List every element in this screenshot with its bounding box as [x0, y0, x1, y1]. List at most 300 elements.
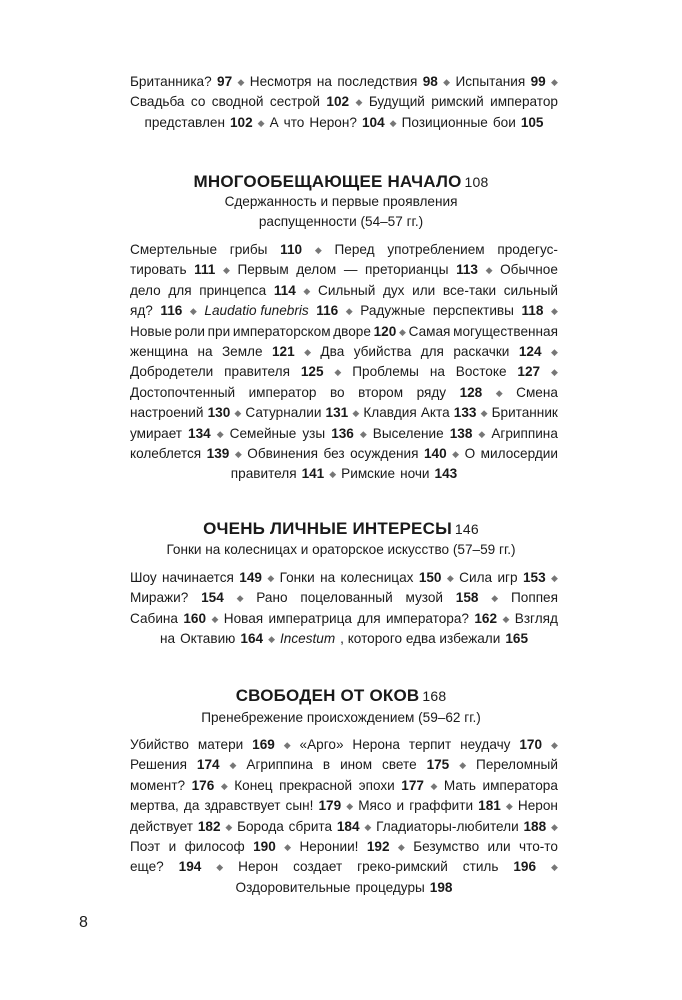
toc-line — [130, 796, 558, 816]
separator-diamond-icon: ◆ — [284, 841, 292, 852]
entry-word: ряду — [416, 384, 447, 400]
entry-word: Конец — [234, 777, 273, 793]
entry-word: римский — [431, 94, 484, 110]
entry-word: для — [357, 610, 381, 626]
entry-word: Выселение — [372, 425, 444, 441]
entry-page-number: 133 — [453, 405, 477, 421]
toc-line — [130, 403, 558, 423]
entry-page-number: 182 — [197, 818, 221, 834]
entry-word: Агриппина — [491, 425, 558, 441]
toc-line — [130, 588, 558, 608]
toc-line — [130, 755, 558, 775]
entry-page-number: 98 — [422, 74, 438, 89]
entry-word: Смертельные — [130, 242, 218, 257]
entry-word: что — [283, 114, 305, 130]
separator-diamond-icon: ◆ — [355, 97, 363, 108]
entry-word: на — [320, 570, 336, 585]
chapter-title: СВОБОДЕН ОТ ОКОВ — [235, 686, 420, 705]
entry-word: правителя — [230, 466, 297, 482]
separator-diamond-icon: ◆ — [446, 573, 454, 583]
chapter-title: МНОГООБЕЩАЮЩЕЕ НАЧАЛО — [193, 172, 462, 191]
separator-diamond-icon: ◆ — [551, 821, 558, 832]
separator-diamond-icon: ◆ — [334, 367, 342, 378]
entry-page-number: 160 — [183, 610, 207, 626]
separator-diamond-icon: ◆ — [329, 469, 337, 480]
entry-word: Испытания — [455, 74, 526, 89]
entry-word: Самая — [408, 323, 451, 339]
entry-word: грибы — [229, 242, 268, 257]
chapter-subtitle-line: распущенности (54–57 гг.) — [258, 214, 424, 229]
separator-diamond-icon: ◆ — [283, 740, 291, 750]
entry-word: Два — [320, 343, 345, 359]
entry-word: последствия — [337, 74, 418, 89]
separator-diamond-icon: ◆ — [345, 306, 353, 317]
entry-word: Нерона — [352, 737, 400, 752]
separator-diamond-icon: ◆ — [550, 740, 558, 750]
entry-word: Сатурналии — [245, 405, 322, 421]
entry-word: дело — [130, 282, 161, 298]
entry-word: императорском — [232, 323, 331, 339]
separator-diamond-icon: ◆ — [220, 780, 228, 791]
entry-page-number: 134 — [188, 425, 211, 441]
entry-word: употреблением — [387, 242, 485, 257]
entry-word: Рано — [256, 590, 288, 606]
separator-diamond-icon: ◆ — [314, 245, 322, 255]
entry-word: ином — [340, 757, 373, 773]
entry-word: матери — [197, 737, 244, 752]
entry-page-number: 164 — [240, 631, 264, 647]
toc-line — [130, 424, 558, 444]
separator-diamond-icon: ◆ — [359, 428, 367, 439]
entry-word: милосердии — [480, 445, 558, 461]
toc-line — [130, 568, 558, 588]
entry-word: Востоке — [455, 364, 507, 380]
separator-diamond-icon: ◆ — [389, 117, 397, 128]
entry-page-number: 116 — [316, 303, 339, 319]
entry-page-number: 143 — [434, 466, 458, 482]
entry-word: принцепса — [199, 282, 267, 298]
entry-word: Семейные — [229, 425, 297, 441]
entry-page-number: 170 — [519, 737, 543, 752]
separator-diamond-icon: ◆ — [225, 821, 233, 832]
chapter-page: 168 — [422, 688, 447, 704]
entry-title-italic: Incestum — [280, 631, 336, 647]
toc-line — [130, 113, 558, 133]
entry-word: эпохи — [358, 777, 395, 793]
entry-page-number: 196 — [513, 859, 537, 875]
entry-word: настроений — [130, 405, 204, 421]
entry-page-number: 174 — [196, 757, 220, 773]
entry-title-italic: Laudatio funebris — [204, 303, 309, 319]
entry-word: при — [207, 323, 231, 339]
separator-diamond-icon: ◆ — [234, 408, 242, 419]
entry-page-number: 141 — [301, 466, 325, 482]
entry-word: Свадьба — [130, 94, 185, 110]
entry-word: представлен — [144, 114, 225, 130]
entry-page-number: 181 — [478, 798, 501, 814]
separator-diamond-icon: ◆ — [211, 613, 219, 624]
entry-page-number: 102 — [229, 114, 253, 130]
toc-line — [130, 776, 558, 796]
separator-diamond-icon: ◆ — [443, 77, 451, 87]
entry-word: создает — [293, 859, 343, 875]
separator-diamond-icon: ◆ — [237, 77, 245, 87]
entry-word: преторианцы — [365, 262, 449, 278]
entry-page-number: 111 — [194, 262, 216, 278]
toc-line — [130, 92, 558, 112]
entry-word: Гонки — [279, 570, 315, 585]
entry-page-number: 198 — [429, 879, 453, 895]
entry-word: Переломный — [476, 757, 558, 773]
entry-word: Гладиаторы-любители — [376, 818, 519, 834]
entry-word: музой — [405, 590, 443, 606]
toc-line — [130, 817, 558, 837]
separator-diamond-icon: ◆ — [346, 801, 354, 812]
separator-diamond-icon: ◆ — [364, 821, 372, 832]
chapter-heading-3 — [0, 686, 682, 706]
entry-word: Мясо — [358, 798, 392, 814]
toc-line — [130, 857, 558, 877]
entry-word: на — [429, 364, 445, 380]
separator-diamond-icon: ◆ — [551, 306, 558, 317]
entry-word: роли — [174, 323, 205, 339]
entry-word: стиль — [462, 859, 499, 875]
entry-word: дворе — [333, 323, 371, 339]
separator-diamond-icon: ◆ — [399, 326, 406, 337]
entry-word: сын! — [285, 798, 314, 814]
entry-page-number: 110 — [280, 242, 303, 257]
entry-page-number: 162 — [474, 610, 498, 626]
entry-page-number: 131 — [325, 405, 349, 421]
entry-page-number: 139 — [206, 445, 230, 461]
entry-page-number: 149 — [239, 570, 262, 585]
chapter-title: ОЧЕНЬ ЛИЧНЫЕ ИНТЕРЕСЫ — [203, 519, 452, 538]
entry-word: дух — [382, 282, 405, 298]
entry-word: Безумство — [413, 838, 480, 854]
toc-line — [130, 342, 558, 362]
entry-word: Позиционные — [401, 114, 488, 130]
separator-diamond-icon: ◆ — [216, 862, 224, 873]
entry-word: Британник — [491, 405, 558, 421]
entry-word: во — [329, 384, 345, 400]
entry-word: Смена — [516, 384, 558, 400]
separator-diamond-icon: ◆ — [304, 346, 311, 357]
entry-word: сводной — [211, 94, 264, 110]
entry-word: Сила — [459, 570, 493, 585]
entry-word: Британника? — [130, 74, 212, 89]
entry-word: ночи — [400, 466, 430, 482]
entry-word: Римские — [341, 466, 396, 482]
entry-page-number: 99 — [530, 74, 546, 89]
entry-word: философ — [184, 838, 245, 854]
entry-word: для — [420, 343, 444, 359]
entry-word: греко-римский — [357, 859, 448, 875]
entry-word: граффити — [409, 798, 474, 814]
entry-page-number: 165 — [505, 631, 529, 647]
entry-word: Борода — [237, 818, 284, 834]
entry-page-number: 158 — [455, 590, 479, 606]
entry-word: Проблемы — [352, 364, 419, 380]
entry-word: здравствует — [204, 798, 281, 814]
entry-word: Убийство — [130, 737, 189, 752]
entry-word: Нерон — [517, 798, 558, 814]
toc-section-3-entries — [130, 735, 558, 898]
entry-page-number: 154 — [201, 590, 224, 606]
entry-word: императора? — [385, 610, 469, 626]
entry-word: Оздоровительные — [235, 879, 351, 895]
entry-page-number: 136 — [331, 425, 354, 441]
entry-word: Агриппина — [246, 757, 313, 773]
entry-word: игр — [497, 570, 518, 585]
entry-word: женщина — [130, 343, 189, 359]
entry-page-number: 114 — [273, 282, 296, 298]
entry-word: все-таки — [442, 282, 497, 298]
entry-word: яд? — [130, 303, 153, 319]
entry-word: , которого едва избежали — [340, 631, 501, 647]
toc-line — [130, 362, 558, 382]
entry-word: со — [190, 94, 206, 110]
entry-page-number: 105 — [520, 114, 544, 130]
separator-diamond-icon: ◆ — [222, 265, 230, 276]
entry-word: Акта — [420, 405, 450, 421]
toc-line — [130, 464, 558, 484]
separator-diamond-icon: ◆ — [551, 573, 558, 583]
toc-line — [130, 301, 558, 321]
toc-line — [130, 240, 558, 260]
entry-word: Миражи? — [130, 590, 189, 606]
chapter-page: 108 — [464, 174, 489, 190]
entry-word: Мать — [443, 777, 476, 793]
entry-page-number: 140 — [423, 445, 447, 461]
toc-section-continued — [130, 72, 558, 133]
separator-diamond-icon: ◆ — [189, 306, 197, 317]
entry-word: узы — [302, 425, 326, 441]
entry-word: Октавию — [180, 631, 236, 647]
separator-diamond-icon: ◆ — [430, 780, 438, 791]
entry-word: процедуры — [355, 879, 425, 895]
entry-page-number: 150 — [418, 570, 442, 585]
separator-diamond-icon: ◆ — [397, 841, 405, 852]
entry-page-number: 125 — [300, 364, 324, 380]
entry-word: сильный — [503, 282, 558, 298]
entry-page-number: 118 — [521, 303, 544, 319]
separator-diamond-icon: ◆ — [459, 760, 467, 771]
entry-word: момент? — [130, 777, 186, 793]
separator-diamond-icon: ◆ — [216, 428, 224, 439]
separator-diamond-icon: ◆ — [491, 593, 499, 604]
entry-word: императора — [482, 777, 558, 793]
entry-word: начинается — [162, 570, 234, 585]
entry-word: втором — [358, 384, 404, 400]
entry-word: умирает — [130, 425, 183, 441]
entry-word: Первым — [237, 262, 289, 278]
page-number: 8 — [79, 914, 88, 931]
chapter-heading-2 — [0, 519, 682, 539]
entry-page-number: 127 — [517, 364, 541, 380]
entry-word: раскачки — [453, 343, 510, 359]
entry-word: Обвинения — [247, 445, 318, 461]
entry-page-number: 121 — [271, 343, 295, 359]
entry-word: колеблется — [130, 445, 202, 461]
separator-diamond-icon: ◆ — [551, 77, 558, 87]
entry-page-number: 153 — [522, 570, 546, 585]
separator-diamond-icon: ◆ — [452, 448, 460, 459]
entry-word: мертва, — [130, 798, 179, 814]
entry-word: «Арго» — [299, 737, 344, 752]
separator-diamond-icon: ◆ — [550, 367, 558, 378]
entry-word: осуждения — [350, 445, 419, 461]
toc-line — [130, 735, 558, 755]
separator-diamond-icon: ◆ — [502, 613, 510, 624]
entry-word: продегус- — [497, 242, 558, 257]
toc-line — [130, 609, 558, 629]
entry-word: перспективы — [432, 303, 514, 319]
entry-word: что-то — [519, 838, 558, 854]
entry-word: Сабина — [130, 610, 178, 626]
entry-word: Клавдия — [363, 405, 417, 421]
entry-word: или — [412, 282, 436, 298]
entry-word: О — [464, 445, 476, 461]
entry-word: да — [183, 798, 200, 814]
toc-line — [130, 878, 558, 898]
chapter-page: 146 — [454, 521, 479, 537]
entry-word: бои — [492, 114, 516, 130]
entry-word: Несмотря — [249, 74, 312, 89]
entry-word: Поэт — [130, 838, 161, 854]
entry-word: и — [396, 798, 405, 814]
separator-diamond-icon: ◆ — [478, 428, 486, 439]
entry-word: император — [490, 94, 558, 110]
entry-word: убийства — [353, 343, 412, 359]
entry-word: Поппея — [511, 590, 558, 606]
separator-diamond-icon: ◆ — [268, 634, 275, 645]
entry-word: Неронии! — [299, 838, 359, 854]
separator-diamond-icon: ◆ — [236, 593, 244, 604]
separator-diamond-icon: ◆ — [267, 573, 275, 583]
entry-word: правителя — [224, 364, 290, 380]
entry-word: могущественная — [453, 323, 558, 339]
entry-word: император — [248, 384, 317, 400]
toc-section-2-entries — [130, 568, 558, 650]
separator-diamond-icon: ◆ — [234, 448, 242, 459]
entry-word: свете — [382, 757, 417, 773]
entry-page-number: 120 — [373, 323, 397, 339]
entry-page-number: 177 — [401, 777, 424, 793]
toc-line — [130, 444, 558, 464]
entry-page-number: 130 — [207, 405, 231, 421]
entry-page-number: 192 — [366, 838, 390, 854]
entry-word: Нерон — [238, 859, 279, 875]
entry-word: и — [168, 838, 177, 854]
separator-diamond-icon: ◆ — [551, 862, 558, 873]
entry-word: тировать — [130, 262, 187, 278]
entry-word: для — [168, 282, 192, 298]
entry-word: действует — [130, 818, 194, 834]
entry-page-number: 184 — [336, 818, 360, 834]
entry-word: колесницах — [340, 570, 414, 585]
entry-page-number: 179 — [318, 798, 342, 814]
toc-section-1-entries — [130, 240, 558, 485]
entry-page-number: 113 — [456, 262, 478, 278]
entry-page-number: 124 — [518, 343, 542, 359]
entry-word: Радужные — [360, 303, 426, 319]
chapter-subtitle-line: Пренебрежение происхождением (59–62 гг.) — [201, 710, 481, 725]
entry-page-number: 176 — [191, 777, 215, 793]
entry-page-number: 102 — [326, 94, 350, 110]
separator-diamond-icon: ◆ — [303, 285, 311, 296]
entry-word: терпит — [408, 737, 452, 752]
entry-page-number: 104 — [361, 114, 385, 130]
toc-line — [130, 837, 558, 857]
entry-page-number: 175 — [426, 757, 450, 773]
entry-word: делом — [296, 262, 337, 278]
separator-diamond-icon: ◆ — [550, 346, 558, 357]
toc-line — [130, 383, 558, 403]
entry-word: на — [316, 74, 332, 89]
toc-line — [130, 322, 558, 342]
toc-line — [130, 281, 558, 301]
entry-word: А — [269, 114, 279, 130]
entry-word: в — [322, 757, 331, 773]
entry-word: еще? — [130, 859, 164, 875]
entry-word: прекрасной — [279, 777, 353, 793]
entry-word: сбрита — [288, 818, 333, 834]
entry-page-number: 188 — [523, 818, 547, 834]
entry-word: поцелованный — [300, 590, 393, 606]
entry-word: на — [197, 343, 213, 359]
entry-word: Новые — [130, 323, 172, 339]
entry-word: императрица — [268, 610, 352, 626]
separator-diamond-icon: ◆ — [495, 387, 503, 398]
entry-page-number: 128 — [459, 384, 483, 400]
entry-word: — — [343, 262, 358, 278]
entry-page-number: 169 — [252, 737, 275, 752]
separator-diamond-icon: ◆ — [257, 117, 265, 128]
entry-word: Новая — [223, 610, 264, 626]
toc-line — [130, 629, 558, 649]
separator-diamond-icon: ◆ — [485, 265, 493, 276]
entry-word: Будущий — [368, 94, 425, 110]
chapter-subtitle-line: Сдержанность и первые проявления — [224, 194, 458, 209]
separator-diamond-icon: ◆ — [480, 408, 488, 419]
entry-word: Земле — [221, 343, 263, 359]
entry-word: Взгляд — [514, 610, 558, 626]
chapter-heading-1 — [0, 172, 682, 192]
entry-word: Нерон? — [309, 114, 357, 130]
separator-diamond-icon: ◆ — [352, 408, 360, 419]
entry-page-number: 190 — [253, 838, 276, 854]
entry-page-number: 138 — [449, 425, 473, 441]
entry-word: или — [487, 838, 511, 854]
toc-line — [130, 72, 558, 92]
entry-word: Шоу — [130, 570, 157, 585]
entry-word: Перед — [334, 242, 375, 257]
entry-word: Сильный — [318, 282, 376, 298]
chapter-subtitle-line: Гонки на колесницах и ораторское искусство (57–59 гг.) — [166, 542, 516, 557]
entry-word: без — [323, 445, 345, 461]
entry-page-number: 194 — [178, 859, 202, 875]
entry-word: сестрой — [269, 94, 321, 110]
entry-page-number: 97 — [217, 74, 233, 89]
entry-word: Обычное — [500, 262, 558, 278]
separator-diamond-icon: ◆ — [505, 801, 513, 812]
entry-word: неудачу — [460, 737, 511, 752]
entry-word: Добродетели — [130, 364, 214, 380]
entry-page-number: 116 — [160, 303, 183, 319]
separator-diamond-icon: ◆ — [229, 760, 237, 771]
toc-line — [130, 260, 558, 280]
entry-word: Достопочтенный — [130, 384, 236, 400]
